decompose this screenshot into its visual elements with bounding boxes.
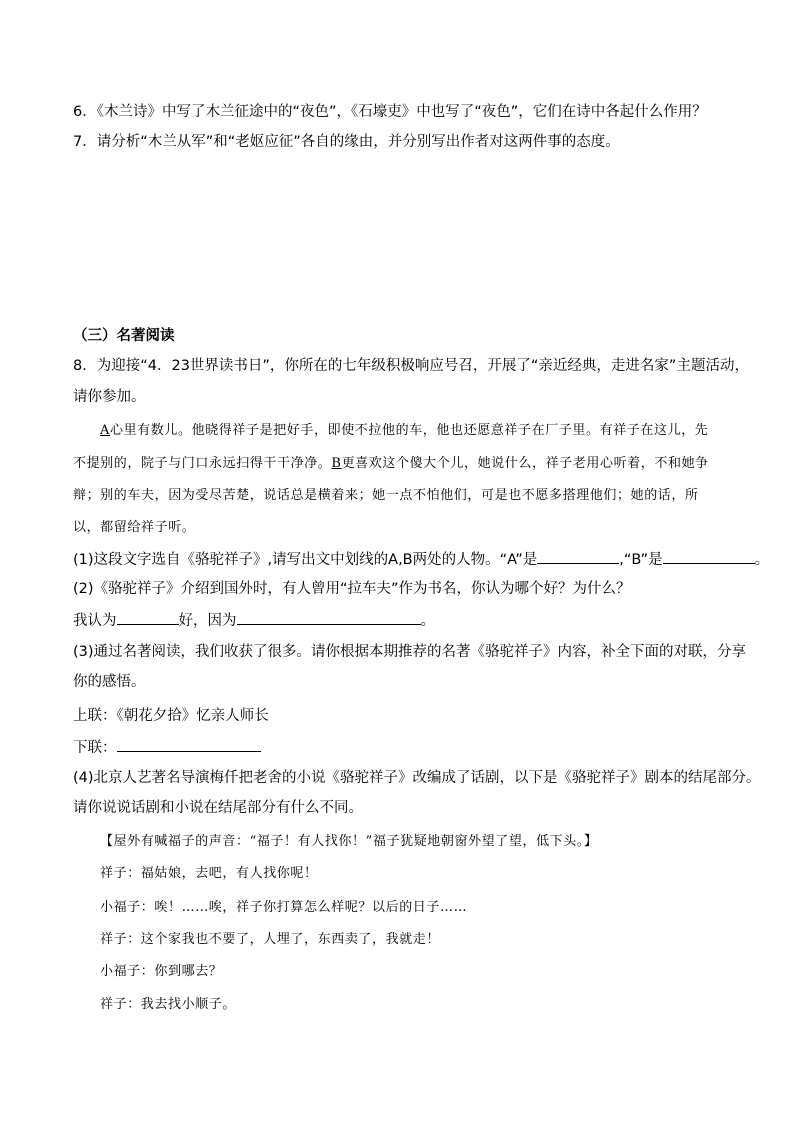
couplet-upper: 上联：《朝花夕拾》忆亲人师长 xyxy=(73,708,269,724)
passage-line-1-text: 心里有数儿。他晓得祥子是把好手，即使不拉他的车，他也还愿意祥子在厂子里。有祥子在这儿，先 xyxy=(110,423,709,438)
section-title-text: （三）名著阅读 xyxy=(73,328,175,344)
marker-a: A xyxy=(100,423,110,438)
sub-question-3-line1: (3)通过名著阅读，我们收获了很多。请你根据本期推荐的名著《骆驼祥子》内容，补全下面的对联，分享 xyxy=(73,644,747,660)
passage-line-4: 以，都留给祥子听。 xyxy=(73,520,196,535)
script-line-5: 小福子：你到哪去？ xyxy=(100,964,223,979)
sub-question-2: (2)《骆驼祥子》介绍到国外时，有人曾用“拉车夫”作为书名，你认为哪个好？为什么？ xyxy=(73,581,631,597)
sub1-end: 。 xyxy=(754,552,770,568)
couplet-lower-label: 下联： xyxy=(73,740,117,756)
question-6: 6．《木兰诗》中写了木兰征途中的“夜色”，《石壕吏》中也写了“夜色”，它们在诗中各起什么作用？ xyxy=(73,104,707,120)
script-line-3: 小福子：唉！……唉，祥子你打算怎么样呢？以后的日子…… xyxy=(100,900,468,915)
script-line-1: 【屋外有喊福子的声音：“福子！有人找你！”福子犹疑地朝窗外望了望，低下头。】 xyxy=(100,834,598,849)
sub-question-4-line1: (4)北京人艺著名导演梅仟把老舍的小说《骆驼祥子》改编成了话剧，以下是《骆驼祥子》剧本的结尾部分。 xyxy=(73,770,761,786)
script-line-4: 祥子：这个家我也不要了，人埋了，东西卖了，我就走！ xyxy=(100,932,441,947)
sub2-answer-mid: 好，因为 xyxy=(178,613,237,629)
script-line-6: 祥子：我去找小顺子。 xyxy=(100,997,237,1012)
script-line-2: 祥子：福姑娘，去吧，有人找你呢！ xyxy=(100,866,318,881)
couplet-lower xyxy=(73,737,734,758)
sub1-mid: ,“B”是 xyxy=(619,552,663,568)
sub-question-2-answer xyxy=(73,610,734,631)
answer-blank-choice[interactable] xyxy=(117,610,179,625)
marker-b: B xyxy=(331,456,342,471)
question-8-line2: 请你参加。 xyxy=(73,389,146,405)
answer-blank-reason[interactable] xyxy=(237,610,421,625)
passage-line-3: 辩；别的车夫，因为受尽苦楚，说话总是横着来；她一点不怕他们，可是也不愿多搭理他们；她的话，所 xyxy=(73,488,699,503)
passage-line-2-post: 更喜欢这个傻大个儿，她说什么，祥子老用心听着，不和她争 xyxy=(341,456,709,471)
sub-question-1 xyxy=(73,549,770,570)
passage-line-2-pre: 不提别的，院子与门口永远扫得干干净净。 xyxy=(73,456,332,471)
sub1-text: (1)这段文字选自《骆驼祥子》,请写出文中划线的A,B两处的人物。“A”是 xyxy=(73,552,538,568)
sub2-answer-end: 。 xyxy=(420,613,435,629)
section-title xyxy=(73,326,734,346)
passage-line-2 xyxy=(73,454,734,474)
sub-question-4-line2: 请你说说话剧和小说在结尾部分有什么不同。 xyxy=(73,800,363,816)
question-8-line1: 8．为迎接“4．23世界读书日”，你所在的七年级积极响应号召，开展了“亲近经典，走进名家”主题活动， xyxy=(73,358,749,374)
answer-blank-a[interactable] xyxy=(537,549,619,564)
answer-blank-b[interactable] xyxy=(663,549,755,564)
question-7: 7．请分析“木兰从军”和“老妪应征”各自的缘由，并分别写出作者对这两件事的态度。 xyxy=(73,134,620,150)
passage-line-1 xyxy=(100,421,734,441)
sub2-answer-pre: 我认为 xyxy=(73,613,117,629)
answer-blank-couplet[interactable] xyxy=(117,737,261,752)
sub-question-3-line2: 你的感悟。 xyxy=(73,674,146,690)
